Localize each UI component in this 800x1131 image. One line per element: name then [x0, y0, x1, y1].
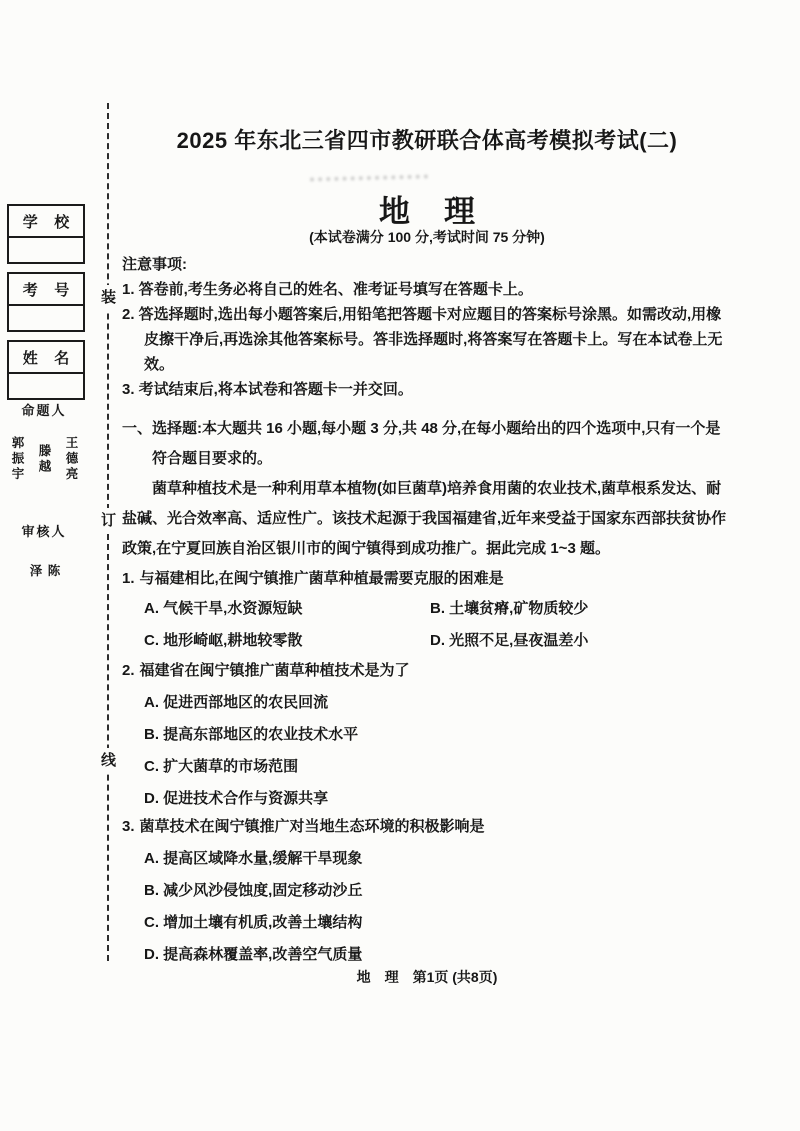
- question-3: [122, 814, 730, 968]
- exam-title: 2025 年东北三省四市教研联合体高考模拟考试(二): [176, 128, 678, 153]
- setter-names: [0, 433, 88, 485]
- notices-block: [122, 252, 728, 402]
- option-b: B. 提高东部地区的农业技术水平: [144, 726, 359, 743]
- subject-title: 地理: [378, 194, 510, 229]
- page-footer: 地 理 第1页 (共8页): [356, 969, 498, 985]
- main-content: [122, 0, 732, 1131]
- question-stem: 3. 菌草技术在闽宁镇推广对当地生态环境的积极影响是: [122, 818, 485, 835]
- question-1: [122, 566, 730, 654]
- field-box-school: [7, 204, 85, 264]
- field-label-name: 姓名: [9, 342, 83, 374]
- option-b: B. 土壤贫瘠,矿物质较少: [430, 600, 589, 617]
- option-a: A. 促进西部地区的农民回流: [144, 694, 329, 711]
- setter-role-label: 命题人: [21, 403, 67, 418]
- field-box-name: [7, 340, 85, 400]
- option-d: D. 光照不足,昼夜温差小: [430, 632, 589, 649]
- question-1-options: [122, 596, 730, 654]
- setter-name: 郭振宇: [10, 435, 24, 483]
- student-info-boxes: [7, 204, 85, 408]
- notice-item: 1. 答卷前,考生务必将自己的姓名、准考证号填写在答题卡上。: [122, 281, 533, 298]
- notice-item: 2. 答选择题时,选出每小题答案后,用铅笔把答题卡对应题目的答案标号涂黑。如需改动,用橡皮擦干净后,再选涂其他答案标号。答非选择题时,将答案写在答题卡上。写在本试卷上无效。: [122, 306, 723, 373]
- question-2: [122, 658, 730, 812]
- binding-mark-zhuang: 装: [99, 285, 118, 310]
- binding-mark-ding: 订: [99, 508, 118, 533]
- section-one-heading: 一、选择题:本大题共 16 小题,每小题 3 分,共 48 分,在每小题给出的四个选项中,只有一个是符合题目要求的。: [122, 420, 721, 467]
- binding-mark-xian: 线: [99, 748, 118, 773]
- option-a: A. 提高区域降水量,缓解干旱现象: [144, 850, 363, 867]
- field-label-school: 学校: [9, 206, 83, 238]
- question-stem: 2. 福建省在闽宁镇推广菌草种植技术是为了: [122, 662, 410, 679]
- option-c: C. 地形崎岖,耕地较零散: [144, 632, 303, 649]
- field-input-area-exam-number: [9, 306, 83, 330]
- reviewer-role-label: 审核人: [21, 524, 67, 539]
- question-number: 2.: [122, 662, 135, 679]
- reviewer-name: 陈泽: [28, 563, 60, 589]
- question-3-options: [122, 846, 730, 968]
- notice-item: 3. 考试结束后,将本试卷和答题卡一并交回。: [122, 381, 413, 398]
- option-d: D. 促进技术合作与资源共享: [144, 790, 329, 807]
- reviewer-names: [0, 552, 88, 600]
- question-number: 1.: [122, 570, 135, 587]
- option-b: B. 减少风沙侵蚀度,固定移动沙丘: [144, 882, 363, 899]
- exam-info-line: (本试卷满分 100 分,考试时间 75 分钟): [309, 229, 545, 245]
- setter-name: 滕越: [37, 443, 51, 475]
- binding-dashed-line: [101, 103, 117, 961]
- option-a: A. 气候干旱,水资源短缺: [144, 600, 303, 617]
- reading-passage: 菌草种植技术是一种利用草本植物(如巨菌草)培养食用菌的农业技术,菌草根系发达、耐盐碱、光合效率高、适应性广。该技术起源于我国福建省,近年来受益于国家东西部扶贫协作政策,在宁夏回族自治区银川市的闽宁镇得到成功推广。据此完成 1~3 题。: [122, 480, 727, 557]
- notices-heading: 注意事项:: [122, 256, 187, 273]
- scan-smudge-artifact: [310, 174, 428, 181]
- question-number: 3.: [122, 818, 135, 835]
- question-stem: 1. 与福建相比,在闽宁镇推广菌草种植最需要克服的困难是: [122, 570, 504, 587]
- field-label-exam-number: 考号: [9, 274, 83, 306]
- field-box-exam-number: [7, 272, 85, 332]
- option-c: C. 增加土壤有机质,改善土壤结构: [144, 914, 363, 931]
- field-input-area-school: [9, 238, 83, 262]
- option-c: C. 扩大菌草的市场范围: [144, 758, 299, 775]
- option-d: D. 提高森林覆盖率,改善空气质量: [144, 946, 363, 963]
- personnel-panel: [0, 400, 88, 600]
- setter-name: 王德亮: [64, 435, 78, 483]
- field-input-area-name: [9, 374, 83, 398]
- question-2-options: [122, 690, 730, 812]
